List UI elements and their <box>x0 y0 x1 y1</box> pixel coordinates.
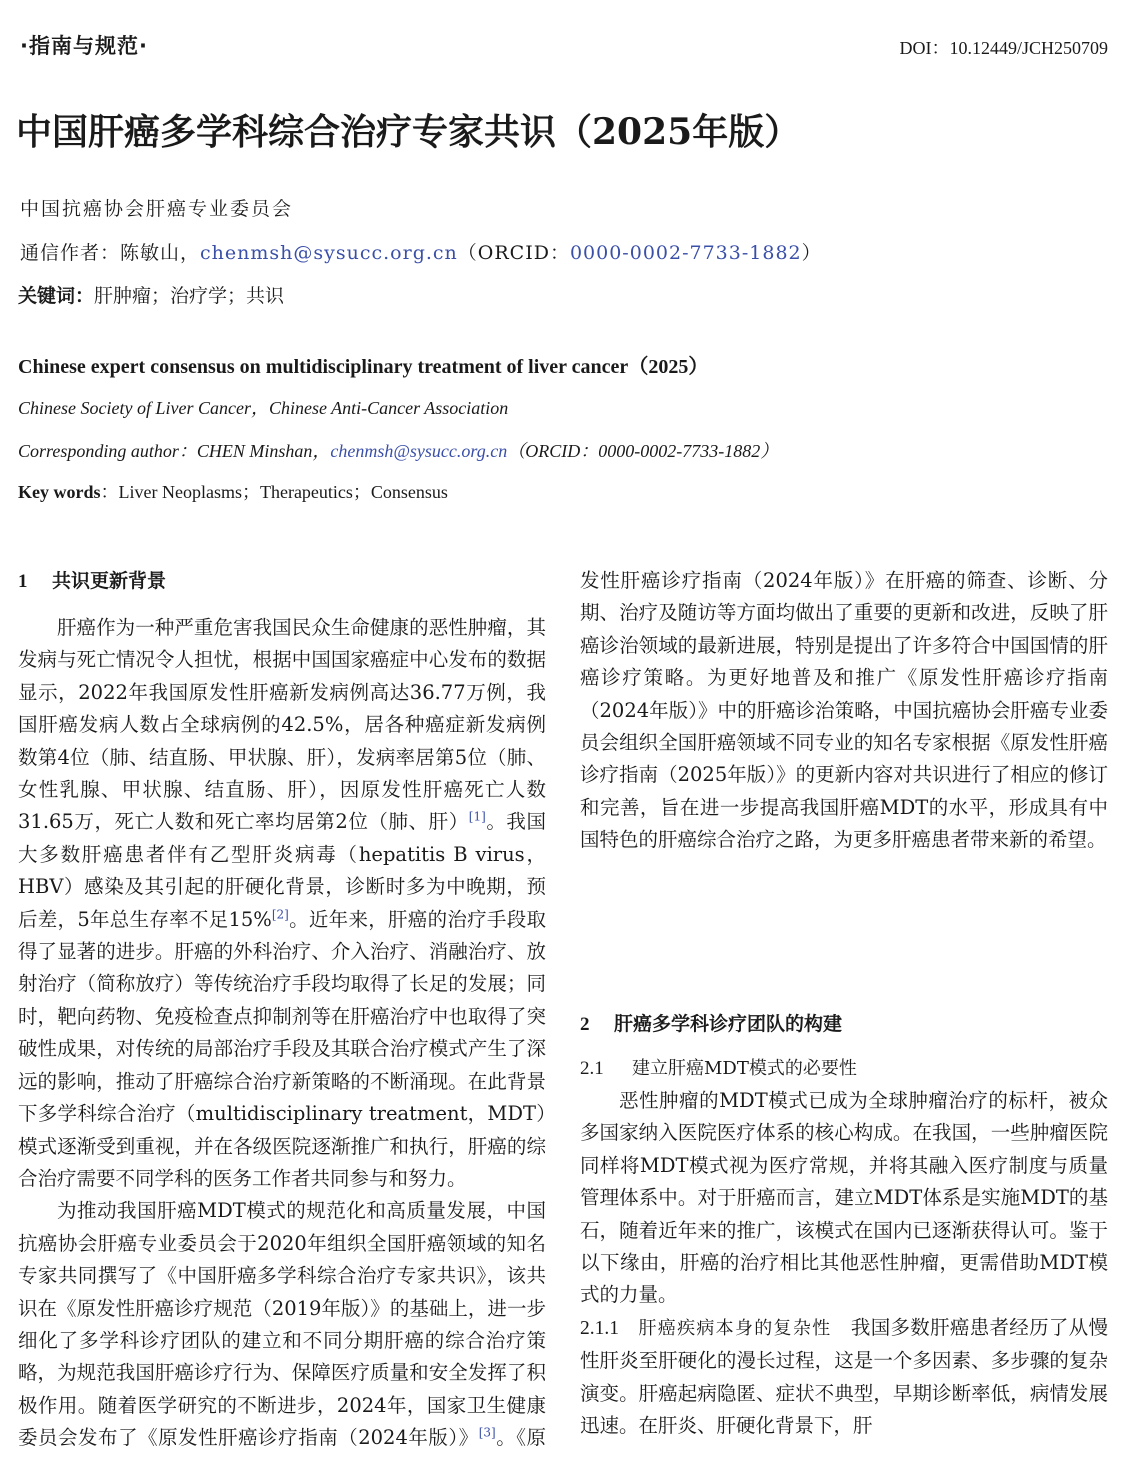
paragraph-text: 。我国大多数肝癌患者伴有乙型肝炎病毒（hepatitis B virus，HBV）感染及其引起的肝硬化背景，诊断时多为中晚期，预后差，5年总生存率不足15% <box>18 810 546 931</box>
section-2-title: 肝癌多学科诊疗团队的构建 <box>614 1013 843 1035</box>
english-email-link[interactable]: chenmsh@sysucc.org.cn <box>330 441 508 461</box>
english-keywords-value: ：Liver Neoplasms；Therapeutics；Consensus <box>100 482 448 502</box>
english-keywords-label: Key words <box>18 482 101 502</box>
subsection-2-1-paragraph: 恶性肿瘤的MDT模式已成为全球肿瘤治疗的标杆，被众多国家纳入医院医疗体系的核心构成。在我国，一些肿瘤医院同样将MDT模式视为医疗常规，并将其融入医疗制度与质量管理体系中。对于肝癌而言，建立MDT体系是实施MDT的基石，随着近年来的推广，该模式在国内已逐渐获得认可。鉴于以下缘由，肝癌的治疗相比其他恶性肿瘤，更需借助MDT模式的力量。 <box>580 1089 1108 1307</box>
section-1-paragraph-1 <box>18 612 546 1195</box>
doi: DOI：10.12449/JCH250709 <box>899 38 1108 58</box>
english-keywords <box>18 478 448 504</box>
english-corresponding-author <box>18 437 778 463</box>
subsection-2-1-1-title: 肝癌疾病本身的复杂性 <box>638 1317 832 1339</box>
keywords-label: 关键词： <box>18 285 95 307</box>
keywords-value: 肝肿瘤；治疗学；共识 <box>94 285 285 307</box>
corresponding-label: 通信作者：陈敏山， <box>20 242 201 264</box>
paragraph-text: 为推动我国肝癌MDT模式的规范化和高质量发展，中国抗癌协会肝癌专业委员会于2020年组织全国肝癌领域的知名专家共同撰写了《中国肝癌多学科综合治疗专家共识》，该共识在《原发性肝癌诊疗规范（2019年版）》的基础上，进一步细化了多学科诊疗团队的建立和不同分期肝癌的综合治疗策略，为规范我国肝癌诊疗行为、保障医疗质量和安全发挥了积极作用。随着医学研究的不断进步，2024年，国家卫生健康委员会发布了《原发性肝癌诊疗指南（2024年版）》 <box>18 1199 546 1450</box>
section-1-title: 共识更新背景 <box>52 570 167 592</box>
section-1-heading <box>18 565 546 598</box>
citation-1[interactable]: [1] <box>468 809 486 824</box>
orcid-suffix: ） <box>801 242 822 264</box>
left-column <box>18 565 1108 1464</box>
corresponding-author <box>20 238 822 265</box>
section-2-number: 2 <box>580 1014 590 1035</box>
section-1-number: 1 <box>18 571 28 592</box>
paragraph-text: 。近年来，肝癌的治疗手段取得了显著的进步。肝癌的外科治疗、介入治疗、消融治疗、放射治疗（简称放疗）等传统治疗手段均取得了长足的发展；同时，靶向药物、免疫检查点抑制剂等在肝癌治疗中也取得了突破性成果，对传统的局部治疗手段及其联合治疗模式产生了深远的影响，推动了肝癌综合治疗新策略的不断涌现。在此背景下多学科综合治疗（multidisciplinary treatment，MDT）模式逐渐受到重视，并在各级医院逐渐推广和执行，肝癌的综合治疗需要不同学科的医务工作者共同参与和努力。 <box>18 907 546 1190</box>
subsection-2-1-title: 建立肝癌MDT模式的必要性 <box>632 1058 857 1079</box>
citation-2[interactable]: [2] <box>271 907 289 922</box>
orcid-link[interactable]: 0000-0002-7733-1882 <box>569 242 802 264</box>
subsection-2-1-1-number: 2.1.1 <box>580 1317 619 1339</box>
paragraph-text: 我国多数肝癌患者经历了从慢性肝炎至肝硬化的漫长过程，这是一个多因素、多步骤的复杂演变。肝癌起病隐匿、症状不典型，早期诊断率低，病情发展迅速。在肝炎、肝硬化背景下，肝 <box>580 1315 1108 1438</box>
author-organization: 中国抗癌协会肝癌专业委员会 <box>20 198 294 220</box>
english-title: Chinese expert consensus on multidisciplinary treatment of liver cancer（2025） <box>18 356 709 378</box>
paragraph-text: 肝癌作为一种严重危害我国民众生命健康的恶性肿瘤，其发病与死亡情况令人担忧，根据中国国家癌症中心发布的数据显示，2022年我国原发性肝癌新发病例高达36.77万例，我国肝癌发病人数占全球病例的42.5%，居各种癌症新发病例数第4位（肺、结直肠、甲状腺、肝），发病率居第5位（肺、女性乳腺、甲状腺、结直肠、肝），因原发性肝癌死亡人数31.65万，死亡人数和死亡率均居第2位（肺、肝） <box>18 616 546 834</box>
english-corr-label: Corresponding author：CHEN Minshan， <box>18 441 331 461</box>
english-orcid: （ORCID：0000-0002-7733-1882） <box>507 441 779 461</box>
email-link[interactable]: chenmsh@sysucc.org.cn <box>200 242 458 264</box>
english-organization: Chinese Society of Liver Cancer，Chinese Anti-Cancer Association <box>18 398 509 418</box>
orcid-prefix: （ORCID： <box>457 242 570 264</box>
article-title: 中国肝癌多学科综合治疗专家共识（2025年版） <box>16 111 801 153</box>
citation-3[interactable]: [3] <box>478 1425 496 1440</box>
two-column-flow <box>18 565 1108 1464</box>
paragraph-text: 。《原发性肝癌诊疗指南（2024年版）》在肝癌的筛查、诊断、分期、治疗及随访等方面均做出了重要的更新和改进，反映了肝癌诊治领域的最新进展，特别是提出了许多符合中国国情的肝癌诊疗策略。为更好地普及和推广《原发性肝癌诊疗指南（2024年版）》中的肝癌诊治策略，中国抗癌协会肝癌专业委员会组织全国肝癌领域不同专业的知名专家根据《原发性肝癌诊疗指南（2025年版）》的更新内容对共识进行了相应的修订和完善，旨在进一步提高我国肝癌MDT的水平，形成具有中国特色的肝癌综合治疗之路，为更多肝癌患者带来新的希望。 <box>495 569 1108 1450</box>
keywords <box>18 281 284 308</box>
section-tag: ·指南与规范· <box>20 34 148 58</box>
subsection-2-1-number: 2.1 <box>580 1058 604 1079</box>
